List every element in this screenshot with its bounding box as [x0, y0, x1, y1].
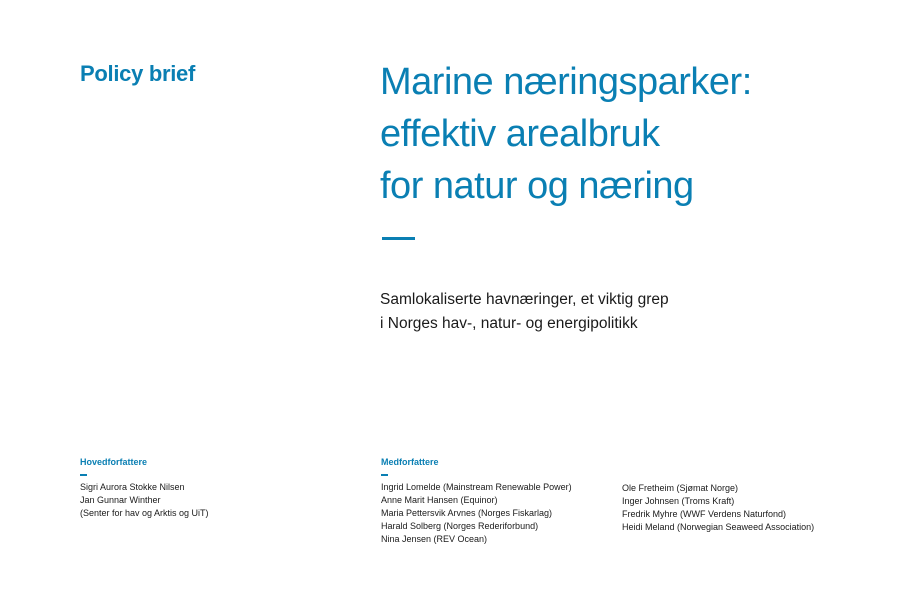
heading-divider [381, 474, 388, 476]
document-title [380, 56, 752, 212]
subtitle-line: Samlokaliserte havnæringer, et viktig grep [380, 291, 669, 308]
co-authors-heading: Medforfattere [381, 457, 439, 467]
co-authors-column-2 [622, 482, 814, 534]
title-divider [382, 237, 415, 240]
co-author-line: Maria Pettersvik Arvnes (Norges Fiskarlag) [381, 507, 553, 518]
co-author-line: Nina Jensen (REV Ocean) [381, 533, 488, 544]
title-line: effektiv arealbruk [380, 113, 660, 155]
co-author-line: Anne Marit Hansen (Equinor) [381, 494, 498, 505]
main-authors-heading: Hovedforfattere [80, 457, 148, 467]
title-line: for natur og næring [380, 165, 694, 207]
document-subtitle [380, 288, 669, 336]
co-authors-section [381, 456, 572, 546]
title-line: Marine næringsparker: [380, 61, 752, 103]
author-affiliation: (Senter for hav og Arktis og UiT) [80, 507, 209, 518]
author-line: Jan Gunnar Winther [80, 494, 161, 505]
co-author-line: Ole Fretheim (Sjømat Norge) [622, 483, 739, 493]
co-author-line: Ingrid Lomelde (Mainstream Renewable Power) [381, 481, 572, 492]
co-author-line: Fredrik Myhre (WWF Verdens Naturfond) [622, 509, 787, 519]
author-line: Sigri Aurora Stokke Nilsen [80, 481, 185, 492]
heading-divider [80, 474, 87, 476]
co-author-line: Heidi Meland (Norwegian Seaweed Association) [622, 522, 815, 532]
co-author-line: Inger Johnsen (Troms Kraft) [622, 496, 735, 506]
co-author-line: Harald Solberg (Norges Rederiforbund) [381, 520, 539, 531]
document-type-label: Policy brief [80, 61, 195, 86]
subtitle-line: i Norges hav-, natur- og energipolitikk [380, 315, 638, 332]
main-authors-section [80, 456, 209, 520]
